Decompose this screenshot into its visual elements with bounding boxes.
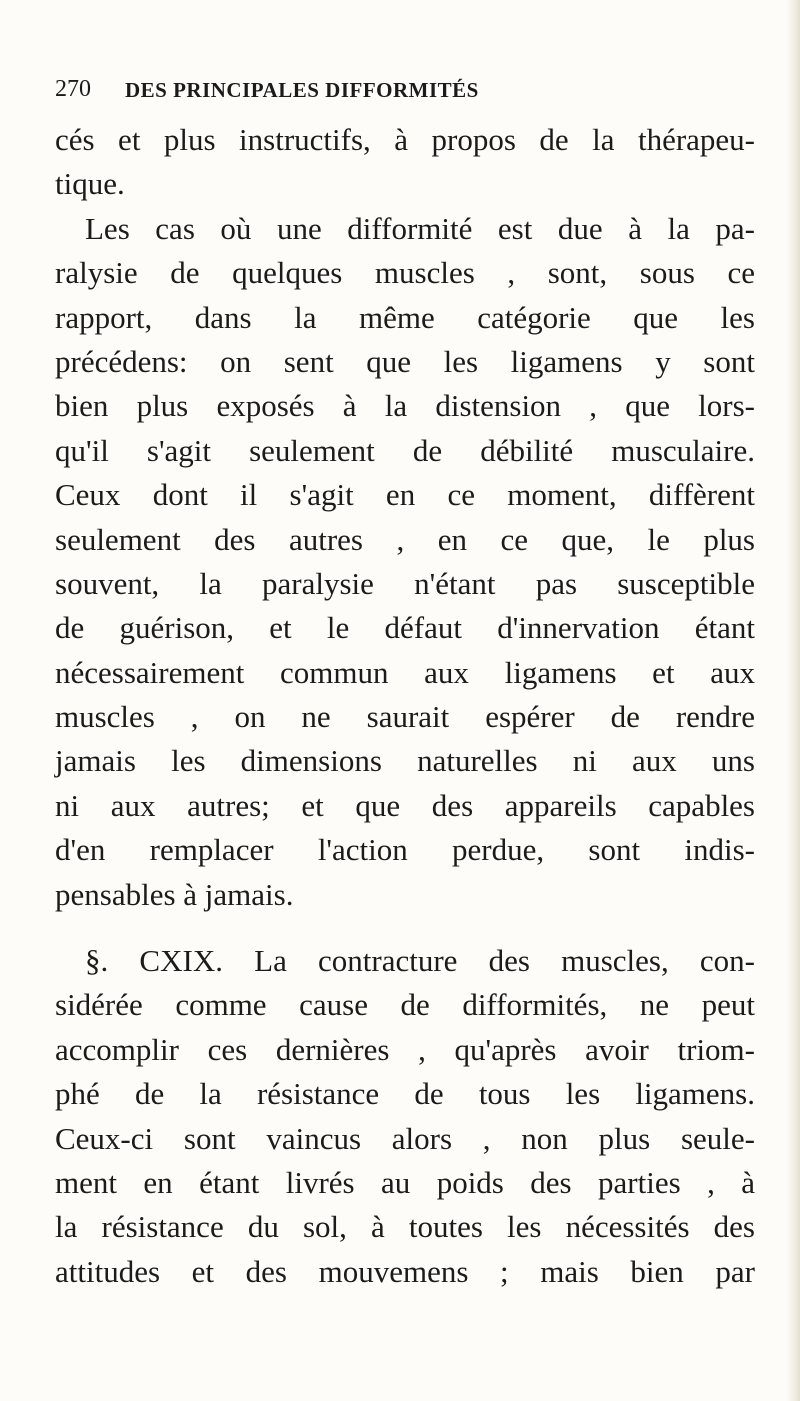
text-line: jamais les dimensions naturelles ni aux uns — [55, 743, 755, 779]
text-line: de guérison, et le défaut d'innervation étant — [55, 610, 755, 646]
text-line: ralysie de quelques muscles , sont, sous ce — [55, 255, 755, 291]
page-number: 270 — [55, 76, 91, 102]
text-line: phé de la résistance de tous les ligamens. — [55, 1076, 755, 1112]
text-line: ment en étant livrés au poids des parties , à — [55, 1164, 755, 1200]
text-line: attitudes et des mouvemens ; mais bien par — [55, 1253, 755, 1289]
running-head — [55, 76, 755, 106]
text-line: rapport, dans la même catégorie que les — [55, 299, 755, 335]
text-line: qu'il s'agit seulement de débilité musculaire. — [55, 432, 755, 468]
text-line: ni aux autres; et que des appareils capables — [55, 787, 755, 823]
text-line: Les cas où une difformité est due à la pa- — [85, 210, 755, 246]
text-line: tique. — [55, 166, 125, 202]
body-text — [55, 118, 755, 1294]
text-line: précédens: on sent que les ligamens y sont — [55, 343, 755, 379]
text-line: muscles , on ne saurait espérer de rendre — [55, 699, 755, 735]
text-line: pensables à jamais. — [55, 876, 294, 912]
text-line: bien plus exposés à la distension , que lors- — [55, 388, 755, 424]
running-title: DES PRINCIPALES DIFFORMITÉS — [125, 78, 479, 102]
text-line: souvent, la paralysie n'étant pas susceptible — [55, 565, 755, 601]
text-line: accomplir ces dernières , qu'après avoir triom- — [55, 1031, 755, 1067]
text-line: nécessairement commun aux ligamens et aux — [55, 654, 755, 690]
text-line: sidérée comme cause de difformités, ne peut — [55, 987, 755, 1023]
text-line: seulement des autres , en ce que, le plus — [55, 521, 755, 557]
paragraph-gap — [55, 917, 755, 939]
text-line: Ceux dont il s'agit en ce moment, diffèrent — [55, 477, 755, 513]
text-line: la résistance du sol, à toutes les nécessités des — [55, 1209, 755, 1245]
text-line: Ceux-ci sont vaincus alors , non plus seule- — [55, 1120, 755, 1156]
text-line: d'en remplacer l'action perdue, sont indis- — [55, 832, 755, 868]
page-edge-shadow — [786, 0, 800, 1401]
text-line: cés et plus instructifs, à propos de la thérapeu- — [55, 122, 755, 157]
text-line: §. CXIX. La contracture des muscles, con- — [85, 943, 755, 979]
